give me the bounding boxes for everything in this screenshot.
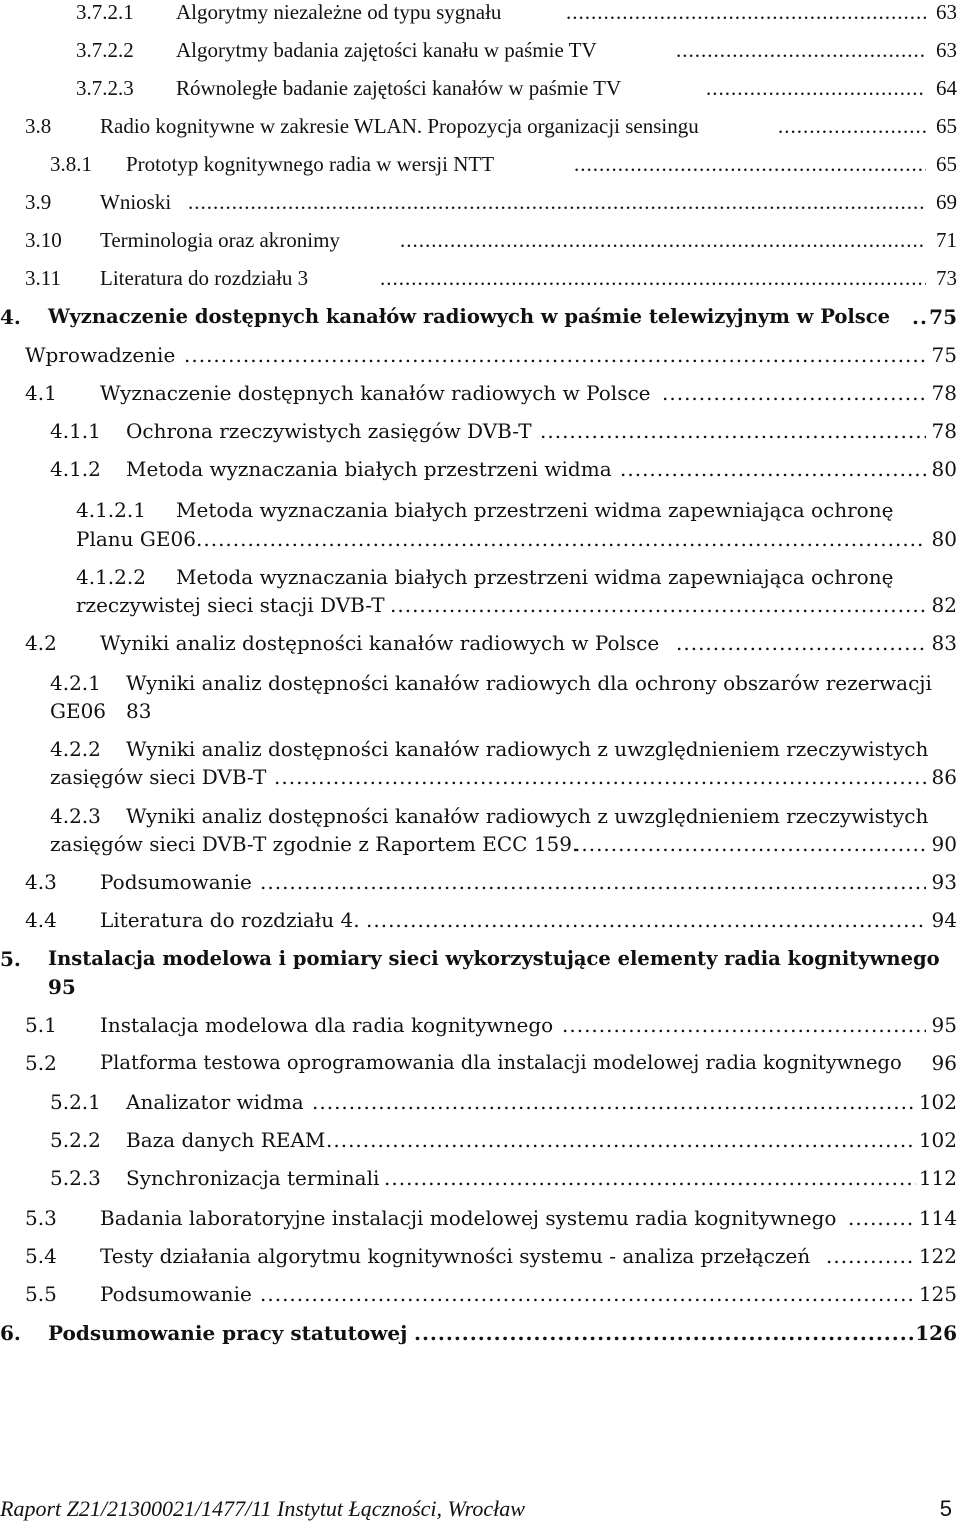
entry-number: 5.5: [25, 1282, 57, 1306]
entry-page: 65: [936, 152, 957, 176]
dot-leader: [778, 114, 926, 138]
entry-title: Wyniki analiz dostępności kanałów radiowych z uwzględnieniem rzeczywistych: [126, 804, 929, 828]
entry-number: 4.4: [25, 908, 57, 932]
entry-page: 90: [931, 832, 957, 856]
dot-leader: [384, 1166, 916, 1190]
entry-title: Podsumowanie: [100, 870, 252, 894]
entry-number: 3.8: [25, 114, 52, 138]
entry-number: 5.2.2: [50, 1128, 101, 1152]
dot-leader: [620, 457, 926, 481]
entry-title: Wyznaczenie dostępnych kanałów radiowych w paśmie telewizyjnym w Polsce: [48, 305, 891, 328]
entry-title-continuation: zasięgów sieci DVB-T: [50, 765, 267, 789]
dot-leader: [188, 190, 926, 214]
entry-page: 93: [931, 870, 957, 894]
entry-number: 4.2.2: [50, 737, 101, 761]
entry-page: 86: [931, 765, 957, 789]
dot-leader: [184, 343, 926, 367]
entry-page: 95: [931, 1013, 957, 1037]
entry-page: 126: [915, 1321, 957, 1345]
entry-title: Równoległe badanie zajętości kanałów w paśmie TV: [176, 76, 622, 100]
entry-title: Wyznaczenie dostępnych kanałów radiowych w Polsce: [100, 381, 651, 405]
entry-page: 63: [936, 38, 957, 62]
entry-title: Ochrona rzeczywistych zasięgów DVB-T: [126, 419, 532, 443]
dot-leader: [574, 832, 926, 856]
entry-number: 3.7.2.1: [76, 0, 134, 24]
entry-number: 4.1.2: [50, 457, 101, 481]
dot-leader: [326, 1128, 916, 1152]
dot-leader: [912, 305, 926, 329]
entry-number: 5.: [0, 947, 21, 971]
dot-leader: [662, 381, 926, 405]
entry-page: 122: [918, 1244, 957, 1268]
entry-title-continuation: Planu GE06: [76, 527, 196, 551]
dot-leader: [566, 0, 926, 24]
footer-text: Raport Z21/21300021/1477/11 Instytut Łączności, Wrocław: [0, 1496, 525, 1521]
entry-title: Instalacja modelowa i pomiary sieci wykorzystujące elementy radia kognitywnego: [48, 947, 940, 970]
entry-page: 73: [936, 266, 957, 290]
entry-title: Instalacja modelowa dla radia kognitywnego: [100, 1013, 554, 1037]
entry-page: 64: [936, 76, 957, 100]
dot-leader: [848, 1206, 916, 1230]
entry-number: 3.11: [25, 266, 61, 290]
entry-page: 112: [918, 1166, 957, 1190]
entry-page: 71: [936, 228, 957, 252]
entry-number: 4.1.2.1: [76, 498, 146, 522]
entry-title: Wnioski: [100, 190, 172, 214]
entry-page: 75: [931, 343, 957, 367]
page-number: 5: [939, 1496, 952, 1521]
entry-title: Metoda wyznaczania białych przestrzeni widma: [126, 457, 612, 481]
entry-title: Metoda wyznaczania białych przestrzeni widma zapewniająca ochronę: [176, 498, 894, 522]
entry-title: Baza danych REAM: [126, 1128, 326, 1152]
entry-number: 4.1.2.2: [76, 565, 146, 589]
entry-title: Podsumowanie: [100, 1282, 252, 1306]
dot-leader: [274, 765, 926, 789]
dot-leader: [826, 1244, 916, 1268]
entry-title-continuation: rzeczywistej sieci stacji DVB-T: [76, 593, 385, 617]
entry-title: Algorytmy niezależne od typu sygnału: [176, 0, 502, 24]
entry-title: Literatura do rozdziału 4.: [100, 908, 360, 932]
entry-title: Podsumowanie pracy statutowej: [48, 1321, 408, 1345]
entry-number: 3.8.1: [50, 152, 92, 176]
entry-page: 75: [929, 305, 957, 329]
page-footer: [0, 1496, 960, 1526]
entry-number: 4.1.1: [50, 419, 101, 443]
dot-leader: [562, 1013, 926, 1037]
entry-title: Analizator widma: [126, 1090, 304, 1114]
dot-leader: [400, 228, 926, 252]
entry-title-continuation: GE06: [50, 699, 107, 723]
entry-title: Literatura do rozdziału 3: [100, 266, 309, 290]
entry-title: Algorytmy badania zajętości kanału w paśmie TV: [176, 38, 597, 62]
entry-title: Wprowadzenie: [25, 343, 176, 367]
entry-page: 102: [918, 1090, 957, 1114]
entry-number: 5.2.3: [50, 1166, 101, 1190]
entry-page: 63: [936, 0, 957, 24]
dot-leader: [676, 631, 926, 655]
dot-leader: [540, 419, 926, 443]
entry-title: Metoda wyznaczania białych przestrzeni widma zapewniająca ochronę: [176, 565, 894, 589]
entry-title: Radio kognitywne w zakresie WLAN. Propozycja organizacji sensingu: [100, 114, 699, 138]
entry-page: 69: [936, 190, 957, 214]
entry-page: 83: [126, 699, 152, 723]
entry-page: 65: [936, 114, 957, 138]
entry-title: Wyniki analiz dostępności kanałów radiowych w Polsce: [100, 631, 660, 655]
dot-leader: [706, 76, 926, 100]
entry-number: 4.2: [25, 631, 57, 655]
entry-page: 102: [918, 1128, 957, 1152]
dot-leader: [574, 152, 926, 176]
dot-leader: [676, 38, 926, 62]
entry-title: Testy działania algorytmu kognitywności systemu - analiza przełączeń: [100, 1244, 811, 1268]
entry-number: 3.9: [25, 190, 52, 214]
entry-number: 4.2.1: [50, 671, 101, 695]
entry-page: 83: [931, 631, 957, 655]
entry-number: 4.3: [25, 870, 57, 894]
entry-number: 4.1: [25, 381, 57, 405]
entry-page: 114: [918, 1206, 957, 1230]
entry-number: 3.7.2.3: [76, 76, 134, 100]
entry-number: 4.2.3: [50, 804, 101, 828]
entry-title: Terminologia oraz akronimy: [100, 228, 340, 252]
entry-number: 5.2.1: [50, 1090, 101, 1114]
entry-number: 3.7.2.2: [76, 38, 134, 62]
dot-leader: [390, 593, 926, 617]
dot-leader: [366, 908, 926, 932]
entry-number: 5.1: [25, 1013, 57, 1037]
dot-leader: [414, 1321, 916, 1345]
entry-title: Platforma testowa oprogramowania dla instalacji modelowej radia kognitywnego: [100, 1051, 902, 1074]
dot-leader: [312, 1090, 916, 1114]
entry-title: Wyniki analiz dostępności kanałów radiowych dla ochrony obszarów rezerwacji: [126, 671, 932, 695]
dot-leader: [196, 527, 926, 551]
dot-leader: [260, 870, 926, 894]
entry-page: 78: [931, 419, 957, 443]
entry-number: 5.2: [25, 1051, 57, 1075]
entry-title: Wyniki analiz dostępności kanałów radiowych z uwzględnieniem rzeczywistych: [126, 737, 929, 761]
entry-title: Prototyp kognitywnego radia w wersji NTT: [126, 152, 495, 176]
entry-page: 94: [931, 908, 957, 932]
entry-title: Badania laboratoryjne instalacji modelowej systemu radia kognitywnego: [100, 1206, 837, 1230]
entry-number: 4.: [0, 305, 21, 329]
dot-leader: [260, 1282, 916, 1306]
entry-page: 78: [931, 381, 957, 405]
entry-number: 5.3: [25, 1206, 57, 1230]
entry-number: 3.10: [25, 228, 62, 252]
entry-page: 125: [918, 1282, 957, 1306]
entry-number: 5.4: [25, 1244, 57, 1268]
entry-page: 82: [931, 593, 957, 617]
entry-page: 96: [931, 1051, 957, 1075]
entry-page: 80: [931, 527, 957, 551]
entry-page: 95: [48, 975, 76, 999]
entry-title: Synchronizacja terminali: [126, 1166, 380, 1190]
entry-number: 6.: [0, 1321, 21, 1345]
entry-title-continuation: zasięgów sieci DVB-T zgodnie z Raportem ECC 159.: [50, 832, 579, 856]
entry-page: 80: [931, 457, 957, 481]
dot-leader: [380, 266, 926, 290]
